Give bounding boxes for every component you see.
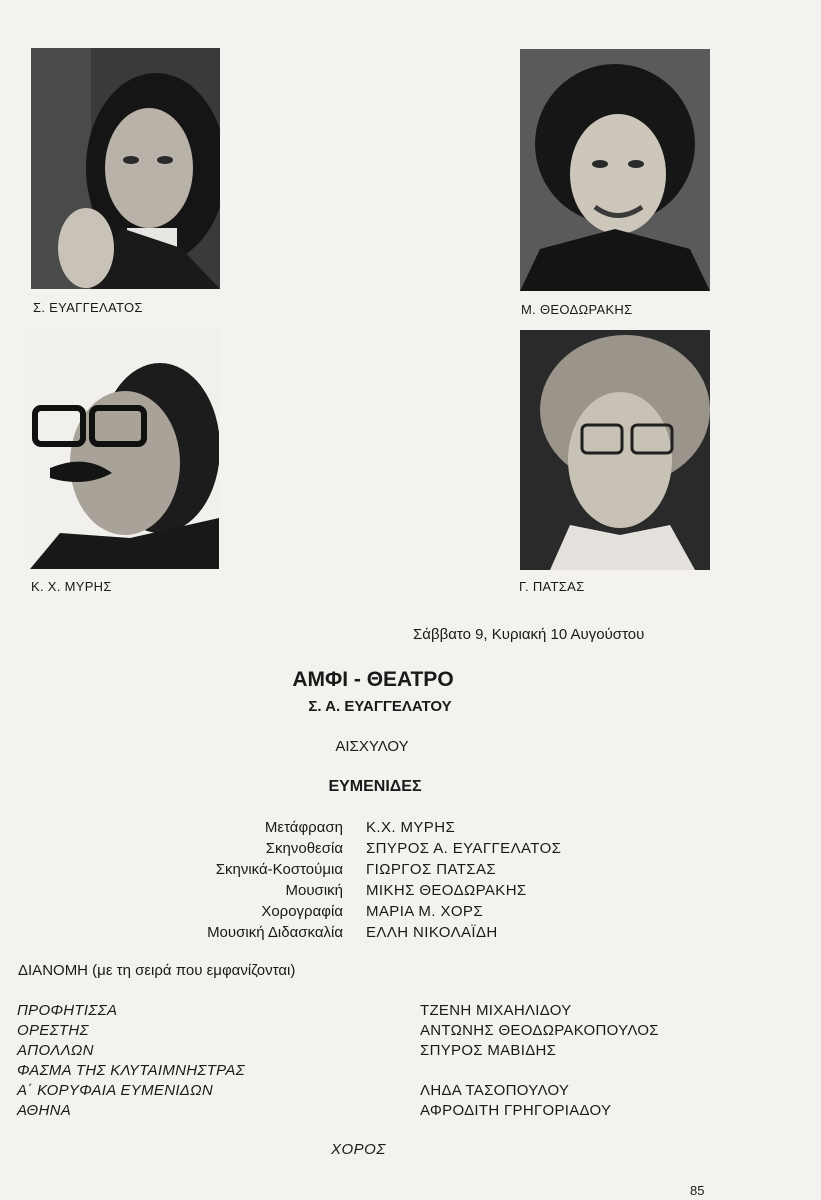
portrait-photo-patsas bbox=[520, 330, 710, 570]
venue-subtitle: Σ. Α. ΕΥΑΓΓΕΛΑΤΟΥ bbox=[308, 698, 452, 715]
cast-actor: ΛΗΔΑ ΤΑΣΟΠΟΥΛΟΥ bbox=[420, 1082, 570, 1099]
credit-row bbox=[0, 840, 821, 862]
cast-role: Α΄ ΚΟΡΥΦΑΙΑ ΕΥΜΕΝΙΔΩΝ bbox=[17, 1082, 214, 1099]
play-author: ΑΙΣΧΥΛΟΥ bbox=[335, 738, 409, 755]
cast-actor: ΑΝΤΩΝΗΣ ΘΕΟΔΩΡΑΚΟΠΟΥΛΟΣ bbox=[420, 1022, 659, 1039]
cast-row bbox=[0, 1062, 821, 1082]
cast-row bbox=[0, 1002, 821, 1022]
portrait-caption-theodorakis: Μ. ΘΕΟΔΩΡΑΚΗΣ bbox=[521, 302, 633, 317]
venue-title: ΑΜΦΙ - ΘΕΑΤΡΟ bbox=[292, 668, 454, 691]
play-title: ΕΥΜΕΝΙΔΕΣ bbox=[328, 778, 422, 795]
cast-role: ΑΠΟΛΛΩΝ bbox=[17, 1042, 94, 1059]
credit-role: Χορογραφία bbox=[261, 903, 343, 920]
credit-row bbox=[0, 882, 821, 904]
credit-name: Κ.Χ. ΜΥΡΗΣ bbox=[366, 819, 456, 836]
cast-row bbox=[0, 1042, 821, 1062]
performance-date: Σάββατο 9, Κυριακή 10 Αυγούστου bbox=[413, 626, 645, 643]
cast-role: ΦΑΣΜΑ ΤΗΣ ΚΛΥΤΑΙΜΝΗΣΤΡΑΣ bbox=[17, 1062, 245, 1079]
cast-row bbox=[0, 1102, 821, 1122]
portrait-caption-myris: Κ. Χ. ΜΥΡΗΣ bbox=[31, 579, 112, 594]
portrait-photo-theodorakis bbox=[520, 49, 710, 291]
cast-role: ΟΡΕΣΤΗΣ bbox=[17, 1022, 89, 1039]
credit-name: ΣΠΥΡΟΣ Α. ΕΥΑΓΓΕΛΑΤΟΣ bbox=[366, 840, 562, 857]
cast-actor: ΤΖΕΝΗ ΜΙΧΑΗΛΙΔΟΥ bbox=[420, 1002, 572, 1019]
credit-role: Μουσική Διδασκαλία bbox=[207, 924, 343, 941]
cast-heading: ΔΙΑΝΟΜΗ (με τη σειρά που εμφανίζονται) bbox=[18, 962, 296, 979]
cast-actor: ΣΠΥΡΟΣ ΜΑΒΙΔΗΣ bbox=[420, 1042, 557, 1059]
credit-row bbox=[0, 819, 821, 841]
credit-row bbox=[0, 924, 821, 946]
portrait-photo-myris bbox=[30, 328, 219, 569]
chorus-label: ΧΟΡΟΣ bbox=[331, 1141, 386, 1158]
credit-row bbox=[0, 861, 821, 883]
page-number: 85 bbox=[690, 1183, 705, 1198]
cast-row bbox=[0, 1082, 821, 1102]
portrait-caption-patsas: Γ. ΠΑΤΣΑΣ bbox=[519, 579, 585, 594]
credit-name: ΜΑΡΙΑ Μ. ΧΟΡΣ bbox=[366, 903, 483, 920]
credit-role: Μουσική bbox=[285, 882, 343, 899]
credit-role: Σκηνοθεσία bbox=[265, 840, 343, 857]
credit-name: ΜΙΚΗΣ ΘΕΟΔΩΡΑΚΗΣ bbox=[366, 882, 527, 899]
cast-row bbox=[0, 1022, 821, 1042]
credit-role: Μετάφραση bbox=[264, 819, 343, 836]
portrait-photo-evangelatos bbox=[31, 48, 220, 289]
credit-role: Σκηνικά-Κοστούμια bbox=[215, 861, 343, 878]
cast-role: ΠΡΟΦΗΤΙΣΣΑ bbox=[17, 1002, 118, 1019]
cast-actor: ΑΦΡΟΔΙΤΗ ΓΡΗΓΟΡΙΑΔΟΥ bbox=[420, 1102, 612, 1119]
cast-role: ΑΘΗΝΑ bbox=[17, 1102, 72, 1119]
credit-row bbox=[0, 903, 821, 925]
credit-name: ΕΛΛΗ ΝΙΚΟΛΑΪΔΗ bbox=[366, 924, 498, 941]
portrait-caption-evangelatos: Σ. ΕΥΑΓΓΕΛΑΤΟΣ bbox=[33, 300, 143, 315]
credit-name: ΓΙΩΡΓΟΣ ΠΑΤΣΑΣ bbox=[366, 861, 497, 878]
